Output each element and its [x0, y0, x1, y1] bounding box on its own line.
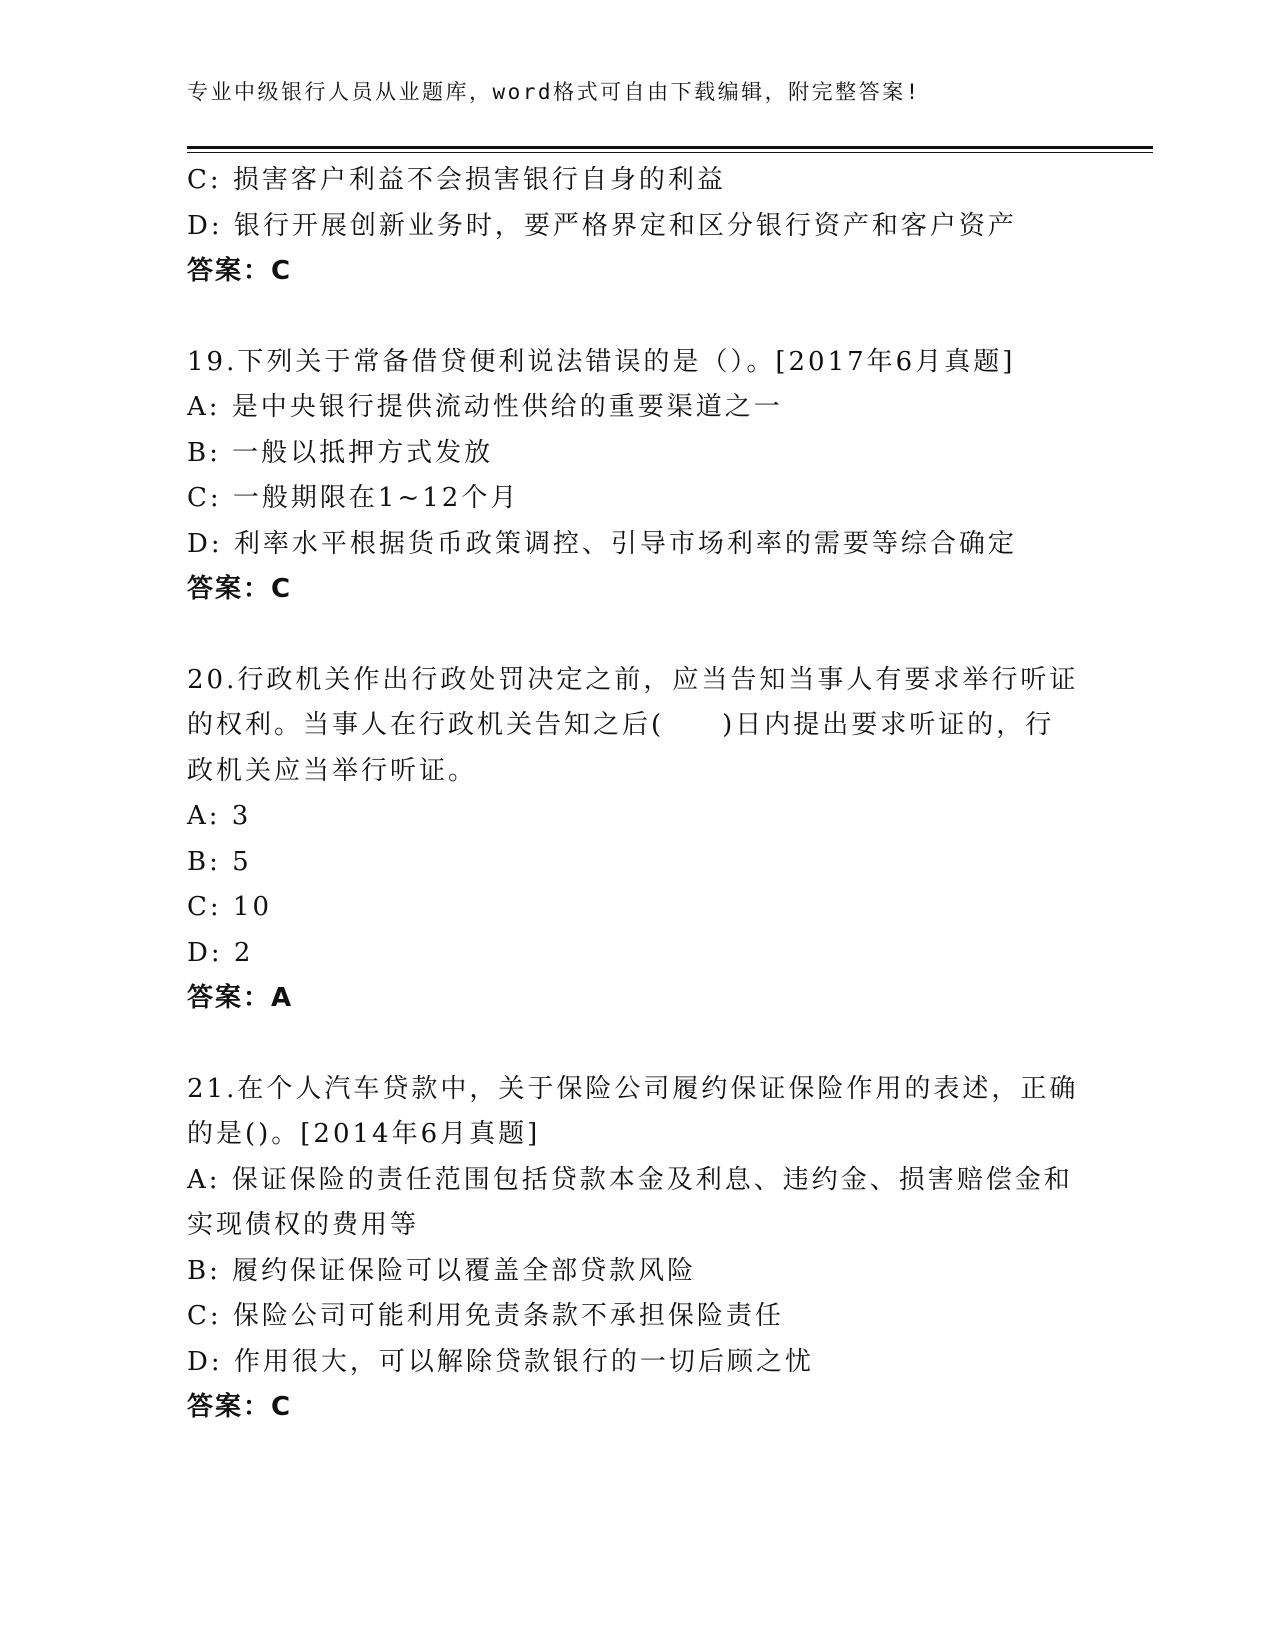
- text-line: C: 保险公司可能利用免责条款不承担保险责任: [187, 1301, 784, 1331]
- text-line: 21.在个人汽车贷款中，关于保险公司履约保证保险作用的表述，正确: [187, 1073, 1079, 1104]
- page-header: 专业中级银行人员从业题库，word格式可自由下载编辑，附完整答案!: [187, 80, 921, 104]
- text-line: A: 是中央银行提供流动性供给的重要渠道之一: [187, 392, 783, 422]
- header-divider-thin: [187, 152, 1153, 153]
- question-spacer: [187, 1022, 1087, 1067]
- text-line: B: 5: [187, 846, 252, 877]
- document-body: [187, 158, 1087, 1431]
- text-line: D: 2: [187, 937, 254, 968]
- text-line: 的权利。当事人在行政机关告知之后( )日内提出要求听证的，行: [187, 710, 1055, 740]
- text-line: A: 3: [187, 801, 252, 831]
- answer-line: 答案：A: [187, 983, 294, 1013]
- text-line: D: 作用很大，可以解除贷款银行的一切后顾之忧: [187, 1346, 814, 1377]
- text-line: B: 一般以抵押方式发放: [187, 437, 494, 468]
- answer-line: 答案：C: [187, 574, 293, 604]
- text-line: 政机关应当举行听证。: [187, 755, 478, 786]
- question-spacer: [187, 613, 1087, 658]
- text-line: 19.下列关于常备借贷便利说法错误的是（）。[2017年6月真题]: [187, 346, 1016, 377]
- text-line: A: 保证保险的责任范围包括贷款本金及利息、违约金、损害赔偿金和: [187, 1164, 1073, 1195]
- text-line: D: 利率水平根据货币政策调控、引导市场利率的需要等综合确定: [187, 528, 1017, 559]
- question-spacer: [187, 295, 1087, 340]
- text-line: C: 10: [187, 892, 273, 922]
- text-line: 20.行政机关作出行政处罚决定之前，应当告知当事人有要求举行听证: [187, 664, 1079, 695]
- text-line: 的是()。[2014年6月真题]: [187, 1119, 541, 1149]
- header-divider: [187, 146, 1153, 149]
- answer-line: 答案：C: [187, 1392, 293, 1422]
- text-line: C: 损害客户利益不会损害银行自身的利益: [187, 165, 726, 195]
- answer-line: 答案：C: [187, 256, 293, 286]
- text-line: C: 一般期限在1~12个月: [187, 483, 520, 513]
- text-line: 实现债权的费用等: [187, 1210, 420, 1240]
- text-line: B: 履约保证保险可以覆盖全部贷款风险: [187, 1255, 697, 1286]
- text-line: D: 银行开展创新业务时，要严格界定和区分银行资产和客户资产: [187, 210, 1017, 241]
